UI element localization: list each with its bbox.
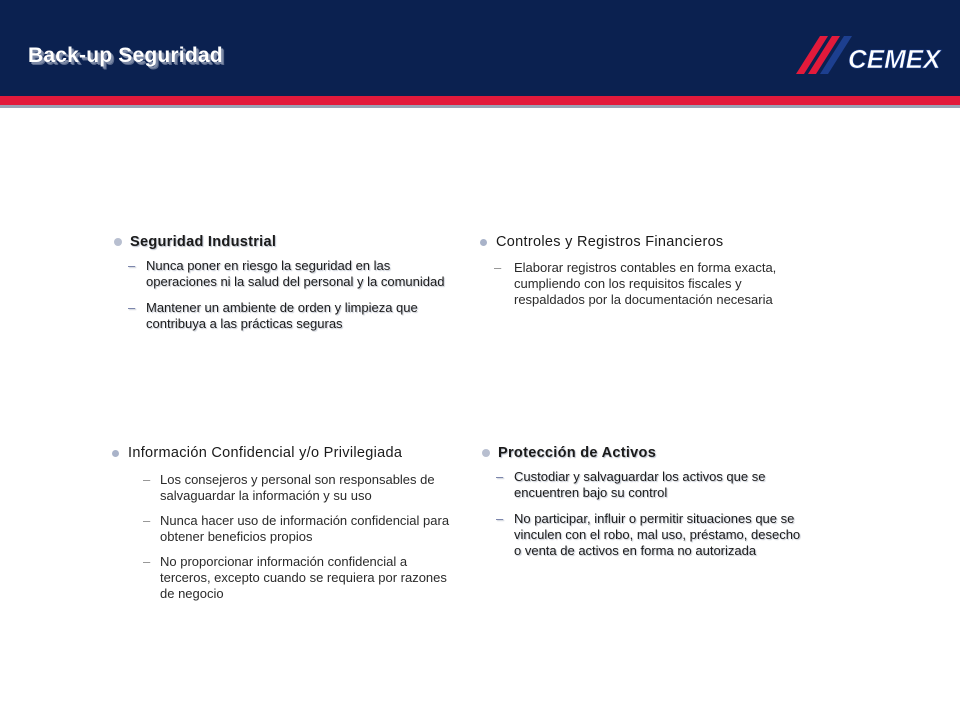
list-item: – Custodiar y salvaguardar los activos que se encuentren bajo su control (496, 469, 766, 500)
dash-icon: – (496, 511, 504, 526)
bullet-icon (482, 449, 490, 457)
list-item: – Elaborar registros contables en forma exacta, cumpliendo con los requisitos fiscales y respaldados por la documentación necesaria (494, 260, 777, 307)
dash-icon: – (143, 513, 151, 528)
dash-icon: – (496, 469, 504, 484)
section-controles-registros (478, 233, 798, 318)
dash-icon: – (494, 260, 502, 275)
section-heading: Seguridad Industrial (112, 233, 457, 251)
dash-icon: – (128, 258, 136, 273)
bullet-icon (112, 450, 119, 457)
section-heading: Información Confidencial y/o Privilegiada (110, 444, 460, 462)
dash-icon: – (128, 300, 136, 315)
divider (0, 105, 960, 108)
header-band (0, 0, 960, 96)
list-item: – No participar, influir o permitir situaciones que se vinculen con el robo, mal uso, préstamo, desecho o venta de activos en forma no autorizada (496, 511, 801, 558)
bullet-icon (114, 238, 122, 246)
list-item: – Mantener un ambiente de orden y limpieza que contribuya a las prácticas seguras (128, 300, 418, 331)
bullet-icon (480, 239, 487, 246)
list-item: – Los consejeros y personal son responsables de salvaguardar la información y su uso (143, 472, 435, 503)
section-seguridad-industrial (112, 233, 457, 342)
section-proteccion-activos (480, 444, 810, 569)
section-heading: Protección de Activos (480, 444, 810, 462)
dash-icon: – (143, 554, 151, 569)
dash-icon: – (143, 472, 151, 487)
section-informacion-confidencial (110, 444, 460, 612)
accent-band (0, 96, 960, 105)
list-item: – Nunca poner en riesgo la seguridad en las operaciones ni la salud del personal y la comunidad (128, 258, 445, 289)
page-title: Back-up Seguridad (28, 44, 223, 67)
list-item: – No proporcionar información confidencial a terceros, excepto cuando se requiera por razones de negocio (143, 554, 447, 601)
cemex-logo-text: CEMEX (848, 44, 941, 74)
section-heading: Controles y Registros Financieros (478, 233, 798, 251)
cemex-logo (792, 32, 948, 78)
list-item: – Nunca hacer uso de información confidencial para obtener beneficios propios (143, 513, 450, 544)
